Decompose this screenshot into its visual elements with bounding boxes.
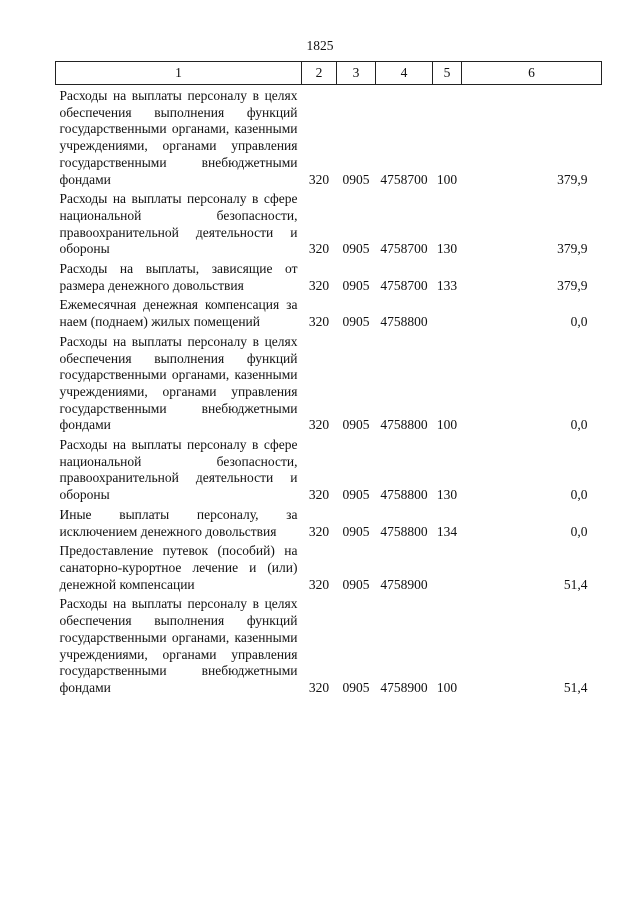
row-name: Расходы на выплаты персоналу в целях обеспечения выполнения функций государственными органами, казенными учреждениями, органами управления государственными внебюджетными фондами <box>59 88 298 187</box>
row-col-3: 0905 <box>342 487 370 503</box>
row-col-4: 4758800 <box>380 314 428 330</box>
header-col-3: 3 <box>337 62 376 85</box>
table-row <box>56 331 602 434</box>
row-amount: 51,4 <box>563 576 588 592</box>
row-col-3: 0905 <box>342 241 370 257</box>
row-name: Ежемесячная денежная компенсация за наем (поднаем) жилых помещений <box>59 297 298 330</box>
row-col-2: 320 <box>308 576 330 592</box>
row-name: Расходы на выплаты персоналу в целях обеспечения выполнения функций государственными органами, казенными учреждениями, органами управления государственными внебюджетными фондами <box>59 333 298 433</box>
row-col-4: 4758700 <box>380 277 428 293</box>
table-row <box>56 434 602 504</box>
row-amount: 0,0 <box>570 314 588 330</box>
row-col-5: 100 <box>436 171 458 187</box>
row-col-2: 320 <box>308 679 330 695</box>
table-row <box>56 504 602 540</box>
row-col-3: 0905 <box>342 679 370 695</box>
row-col-4: 4758900 <box>380 679 428 695</box>
row-col-5 <box>433 540 462 593</box>
row-col-5: 100 <box>436 679 458 695</box>
row-amount: 379,9 <box>557 171 588 187</box>
row-col-3: 0905 <box>342 523 370 539</box>
row-col-3: 0905 <box>342 171 370 187</box>
row-name: Иные выплаты персоналу, за исключением денежного довольствия <box>59 506 298 539</box>
row-col-4: 4758700 <box>380 241 428 257</box>
row-col-4: 4758800 <box>380 417 428 433</box>
row-amount: 379,9 <box>557 277 588 293</box>
row-col-5: 100 <box>436 417 458 433</box>
row-name: Расходы на выплаты персоналу в сфере национальной безопасности, правоохранительной деятельности и обороны <box>59 437 298 503</box>
row-col-3: 0905 <box>342 576 370 592</box>
row-col-4: 4758800 <box>380 523 428 539</box>
row-col-3: 0905 <box>342 277 370 293</box>
row-col-5 <box>433 294 462 330</box>
row-col-4: 4758800 <box>380 487 428 503</box>
table-row <box>56 593 602 696</box>
row-col-2: 320 <box>308 241 330 257</box>
row-col-2: 320 <box>308 277 330 293</box>
row-col-3: 0905 <box>342 417 370 433</box>
header-col-4: 4 <box>376 62 433 85</box>
table-row <box>56 85 602 189</box>
row-col-4: 4758900 <box>380 576 428 592</box>
budget-table <box>55 61 602 697</box>
row-amount: 51,4 <box>563 679 588 695</box>
table-header <box>56 62 602 85</box>
header-col-6: 6 <box>462 62 602 85</box>
row-col-3: 0905 <box>342 314 370 330</box>
row-col-4: 4758700 <box>380 171 428 187</box>
row-col-2: 320 <box>308 487 330 503</box>
table-row <box>56 540 602 593</box>
row-col-5: 134 <box>436 523 458 539</box>
row-col-5: 130 <box>436 487 458 503</box>
row-col-2: 320 <box>308 171 330 187</box>
header-col-5: 5 <box>433 62 462 85</box>
table-row <box>56 188 602 258</box>
row-amount: 379,9 <box>557 241 588 257</box>
row-col-2: 320 <box>308 314 330 330</box>
row-amount: 0,0 <box>570 417 588 433</box>
row-amount: 0,0 <box>570 523 588 539</box>
page-number: 1825 <box>306 38 334 53</box>
header-col-1: 1 <box>56 62 302 85</box>
row-name: Расходы на выплаты, зависящие от размера денежного довольствия <box>59 261 298 293</box>
row-name: Предоставление путевок (пособий) на санаторно-курортное лечение и (или) денежной компенсации <box>59 543 298 592</box>
table-body <box>56 85 602 697</box>
table-row <box>56 258 602 294</box>
row-col-5: 133 <box>436 277 458 293</box>
row-name: Расходы на выплаты персоналу в целях обеспечения выполнения функций государственными органами, казенными учреждениями, органами управления государственными внебюджетными фондами <box>59 596 298 695</box>
row-name: Расходы на выплаты персоналу в сфере национальной безопасности, правоохранительной деятельности и обороны <box>59 191 298 257</box>
row-amount: 0,0 <box>570 487 588 503</box>
row-col-2: 320 <box>308 523 330 539</box>
header-col-2: 2 <box>302 62 337 85</box>
row-col-5: 130 <box>436 241 458 257</box>
table-row <box>56 294 602 330</box>
row-col-2: 320 <box>308 417 330 433</box>
header-row <box>56 62 602 85</box>
